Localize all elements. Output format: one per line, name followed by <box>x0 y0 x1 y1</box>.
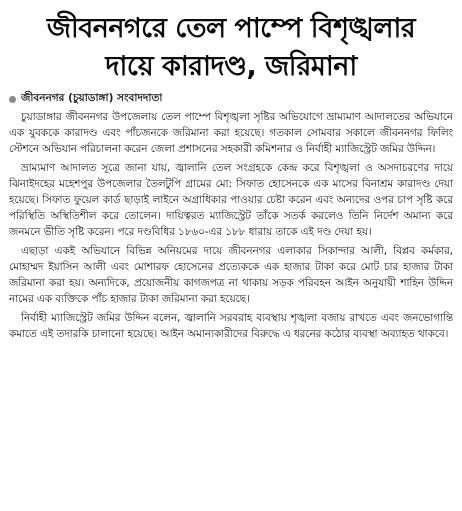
headline <box>9 10 453 86</box>
headline-line-1: জীবননগরে তেল পাম্পে বিশৃঙ্খলার <box>46 13 416 44</box>
bullet-icon <box>9 96 16 103</box>
paragraph-1: চুয়াডাঙ্গার জীবননগর উপজেলায় তেল পাম্পে বিশৃঙ্খলা সৃষ্টির অভিযোগে ভ্রাম্যমাণ আদালতের অভিযানে এক যুবককে কারাদণ্ড এবং পাঁচজনকে জরিমানা করা হয়েছে। গতকাল সোমবার সকালে জীবননগর ফিলিং স্টেশনে অভিযান পরিচালনা করেন জেলা প্রশাসনের সহকারী কমিশনার ও নির্বাহী ম্যাজিস্ট্রেট জমির উদ্দিন। <box>9 111 453 155</box>
headline-line-2: দায়ে কারাদণ্ড, জরিমানা <box>105 51 357 82</box>
paragraph-3: এছাড়া একই অভিযানে বিভিন্ন অনিয়মের দায়ে জীবননগর এলাকার সিকান্দার আলী, বিপ্লব কর্মকার, মোহাম্মদ ইয়াসিন আলী এবং মোশারফ হোসেনের প্রত্যেককে এক হাজার টাকা করে মোট চার হাজার টাকা জরিমানা করা হয়। অন্যদিকে, প্রয়োজনীয় কাগজপত্র না থাকায় সড়ক পরিবহন আইন অনুযায়ী শাহিন উদ্দিন নামের এক ব্যক্তিকে পাঁচ হাজার টাকা জরিমানা করা হয়েছে। <box>9 245 453 305</box>
article-body <box>9 109 453 511</box>
dateline-text: জীবননগর (চুয়াডাঙ্গা) সংবাদদাতা <box>21 91 163 104</box>
dateline <box>9 92 453 106</box>
paragraph-4: নির্বাহী ম্যাজিস্ট্রেট জমির উদ্দিন বলেন, জ্বালানি সরবরাহ ব্যবস্থায় শৃঙ্খলা বজায় রাখতে এবং জনভোগান্তি কমাতে এই তদারকি চালানো হয়েছে। আইন অমান্যকারীদের বিরুদ্ধে এ ধরনের কঠোর ব্যবস্থা অব্যাহত থাকবে। <box>9 312 453 340</box>
paragraph-2: ভ্রাম্যমাণ আদালত সূত্রে জানা যায়, জ্বালানি তেল সংগ্রহকে কেন্দ্র করে বিশৃঙ্খলা ও অসদাচরণের দায়ে ঝিনাইদহের মহেশপুর উপজেলার তৈলটুপি গ্রামের মো: সিফাত হোসেনকে এক মাসের বিনাশ্রম কারাদণ্ড দেয়া হয়েছে। সিফাত ফুয়েল কার্ড ছাড়াই লাইনে অগ্রাধিকার পাওয়ার চেষ্টা করেন এবং অন্যদের ওপর চাপ সৃষ্টি করে পরিস্থিতি অস্থিতিশীল করে তোলেন। দায়িত্বরত ম্যাজিস্ট্রেট তাঁকে সতর্ক করলেও তিনি নির্দেশ অমান্য করে জনমনে ভীতি সৃষ্টি করেন। পরে দণ্ডবিধির ১৮৬০-এর ১৮৮ ধারায় তাকে এই দণ্ড দেয়া হয়। <box>9 162 453 238</box>
